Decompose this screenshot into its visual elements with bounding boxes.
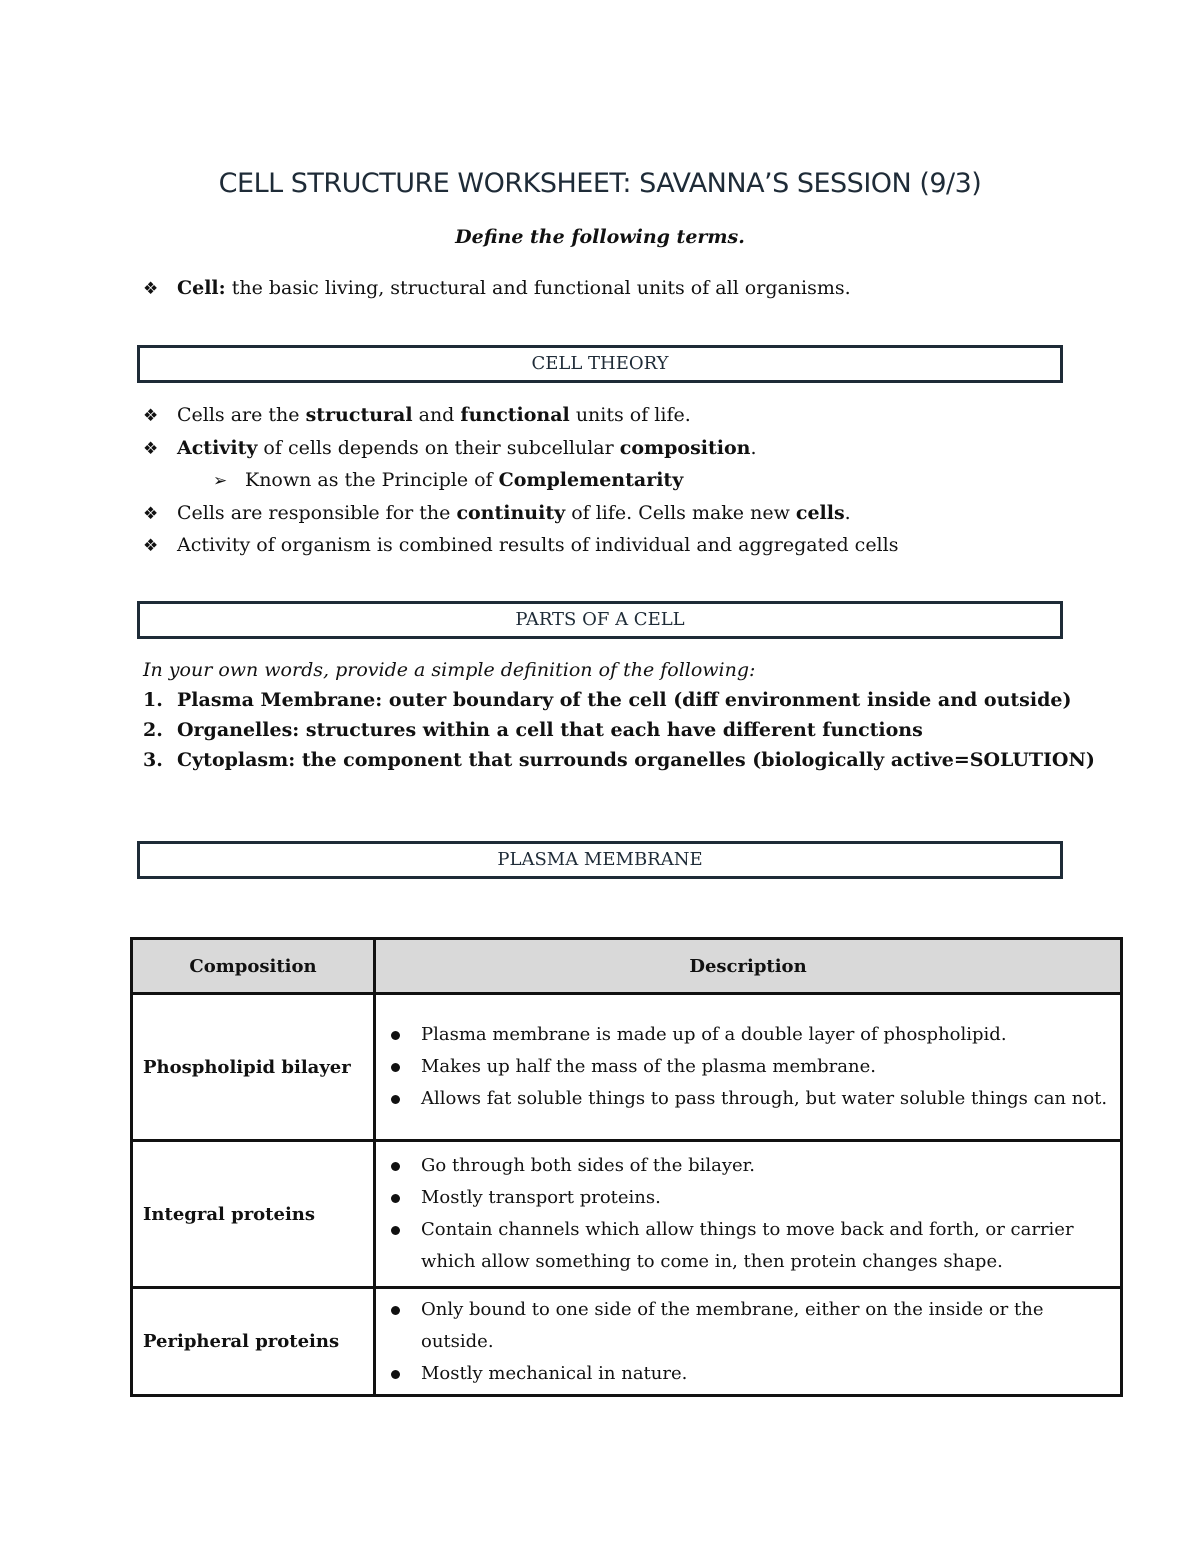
- t4e: .: [844, 502, 851, 524]
- parts-item-text: Plasma Membrane: outer boundary of the cell (diff environment inside and outside): [177, 689, 1072, 711]
- header-composition: Composition: [132, 939, 375, 994]
- t1b: structural: [305, 404, 413, 426]
- t1e: units of life.: [569, 404, 691, 426]
- list-item: [386, 1019, 1108, 1051]
- plasma-heading-text: PLASMA MEMBRANE: [497, 849, 703, 870]
- composition-cell: Integral proteins: [132, 1141, 375, 1288]
- parts-item-text: Cytoplasm: the component that surrounds organelles (biologically active=SOLUTION): [177, 749, 1095, 771]
- bullet-dot-icon: [391, 1031, 400, 1040]
- composition-cell: Phospholipid bilayer: [132, 994, 375, 1141]
- t1c: and: [412, 404, 461, 426]
- diamond-bullet-icon: ❖: [143, 504, 159, 524]
- theory-subitem: [213, 467, 683, 494]
- theory-item-3: [143, 500, 851, 527]
- bullet-dot-icon: [391, 1306, 400, 1315]
- t5: Activity of organism is combined results of individual and aggregated cells: [177, 534, 899, 556]
- bullet-dot-icon: [391, 1095, 400, 1104]
- t1a: Cells are the: [177, 404, 306, 426]
- list-item: [386, 1294, 1108, 1358]
- cell-theory-heading-text: CELL THEORY: [531, 353, 669, 374]
- bullet-text: Makes up half the mass of the plasma membrane.: [421, 1056, 876, 1077]
- diamond-bullet-icon: ❖: [143, 279, 159, 299]
- plasma-membrane-table: [130, 937, 1123, 1397]
- instructions: Define the following terms.: [455, 226, 745, 248]
- t4a: Cells are responsible for the: [177, 502, 457, 524]
- header-description: Description: [375, 939, 1122, 994]
- t2c: composition: [619, 437, 751, 459]
- composition-cell: Peripheral proteins: [132, 1288, 375, 1396]
- arrow-bullet-icon: ➢: [213, 471, 228, 491]
- bullet-dot-icon: [391, 1162, 400, 1171]
- t2a: Activity: [177, 437, 258, 459]
- bullet-dot-icon: [391, 1063, 400, 1072]
- bullet-text: Allows fat soluble things to pass through, but water soluble things can not.: [421, 1088, 1108, 1109]
- cell-theory-heading: [137, 345, 1063, 383]
- bullet-text: Only bound to one side of the membrane, either on the inside or the outside.: [421, 1298, 1044, 1352]
- t1d: functional: [460, 404, 570, 426]
- cell-definition-text: the basic living, structural and functional units of all organisms.: [225, 277, 851, 299]
- t3b: Complementarity: [498, 469, 684, 491]
- table-row: [132, 1288, 1122, 1396]
- list-item: [386, 1150, 1108, 1182]
- bullet-dot-icon: [391, 1194, 400, 1203]
- page-title: CELL STRUCTURE WORKSHEET: SAVANNA’S SESSION (9/3): [218, 168, 982, 199]
- diamond-bullet-icon: ❖: [143, 439, 159, 459]
- description-cell: [375, 1288, 1122, 1396]
- t4b: continuity: [456, 502, 566, 524]
- parts-item-number: 1.: [143, 689, 163, 711]
- list-item: [386, 1182, 1108, 1214]
- t2d: .: [750, 437, 757, 459]
- bullet-text: Plasma membrane is made up of a double layer of phospholipid.: [421, 1024, 1007, 1045]
- bullet-dot-icon: [391, 1226, 400, 1235]
- description-cell: [375, 994, 1122, 1141]
- parts-item-number: 2.: [143, 719, 163, 741]
- t2b: of cells depends on their subcellular: [257, 437, 620, 459]
- table-row: [132, 1141, 1122, 1288]
- bullet-text: Mostly mechanical in nature.: [421, 1362, 688, 1384]
- parts-item-3: [143, 747, 1095, 773]
- cell-definition: [143, 275, 851, 302]
- term-cell: Cell:: [177, 277, 226, 299]
- parts-heading-text: PARTS OF A CELL: [515, 609, 685, 630]
- t4d: cells: [795, 502, 845, 524]
- theory-item-1: [143, 402, 691, 429]
- theory-item-4: [143, 532, 898, 559]
- table-row: [132, 994, 1122, 1141]
- parts-item-1: [143, 687, 1071, 713]
- bullet-text: Mostly transport proteins.: [421, 1187, 661, 1208]
- description-cell: [375, 1141, 1122, 1288]
- parts-item-2: [143, 717, 923, 743]
- theory-item-2: [143, 435, 757, 462]
- parts-item-number: 3.: [143, 749, 163, 771]
- t4c: of life. Cells make new: [565, 502, 796, 524]
- bullet-text: Contain channels which allow things to move back and forth, or carrier which allow something to come in, then protein changes shape.: [421, 1219, 1074, 1272]
- parts-heading: [137, 601, 1063, 639]
- list-item: [386, 1214, 1108, 1278]
- bullet-dot-icon: [391, 1370, 400, 1379]
- parts-prompt: In your own words, provide a simple definition of the following:: [143, 659, 756, 681]
- table-header-row: [132, 939, 1122, 994]
- list-item: [386, 1051, 1108, 1083]
- list-item: [386, 1083, 1108, 1115]
- bullet-text: Go through both sides of the bilayer.: [421, 1155, 756, 1176]
- plasma-heading: [137, 841, 1063, 879]
- t3a: Known as the Principle of: [245, 469, 499, 491]
- list-item: [386, 1358, 1108, 1390]
- parts-item-text: Organelles: structures within a cell that each have different functions: [177, 719, 923, 741]
- diamond-bullet-icon: ❖: [143, 406, 159, 426]
- diamond-bullet-icon: ❖: [143, 536, 159, 556]
